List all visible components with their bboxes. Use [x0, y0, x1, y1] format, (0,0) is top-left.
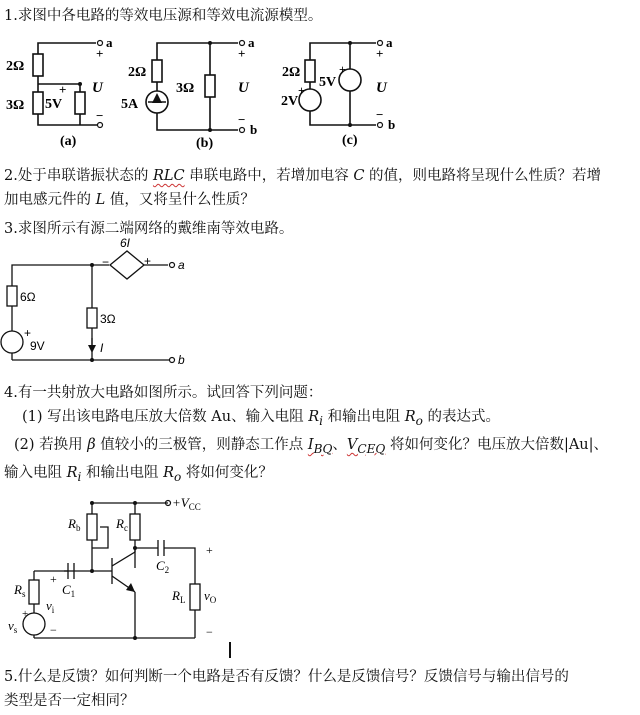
fig4-vcc-label: $+V_{CC}$: [172, 495, 201, 512]
fig1c-src1-plus: +: [298, 83, 305, 97]
fig3-terminal-a: a: [178, 258, 185, 272]
fig1a-terminal-plus: +: [96, 46, 104, 61]
fig4-vi-label: $v_i$: [46, 598, 55, 615]
question-4: 4.有一共射放大电路如图所示。试回答下列问题： (1) 写出该电路电压放大倍数 Au、输入电阻 $R_i$ 和输出电阻 $R_o$ 的表达式。 (2) 若换用 β 值较小的三极管，则静态工作点 $I_{BQ}$、$V_{CEQ}$ 将如何变化？电压放大倍数|Au|、 输入电阻 $R_i$ 和输出电阻 $R_o$ 将如何变化？: [4, 385, 609, 484]
fig4-c2-label: $C_2$: [156, 558, 170, 575]
fig1c-terminal-a: a: [386, 35, 393, 50]
fig3-current-label: I: [100, 341, 104, 355]
fig3-dep-source-label: 6I: [120, 236, 131, 250]
fig1b-caption: (b): [196, 136, 214, 151]
fig1b-r1-label: 2Ω: [128, 65, 147, 80]
fig1a-terminal-minus: −: [96, 108, 104, 123]
fig1c-terminal-plus: +: [376, 46, 384, 61]
fig4-rc-label: $R_c$: [116, 516, 128, 533]
question-5: 5.什么是反馈？如何判断一个电路是否有反馈？什么是反馈信号？反馈信号与输出信号的 类型是否一定相同？: [4, 669, 569, 709]
fig4-c1-label: $C_1$: [62, 582, 76, 599]
fig3-terminal-b: b: [178, 353, 185, 367]
question-3: 3.求图所示有源二端网络的戴维南等效电路。: [4, 221, 294, 237]
fig4-vo-plus: +: [206, 543, 213, 557]
question-2: 2.处于串联谐振状态的 RLC 串联电路中，若增加电容 C 的值，则电路将呈现什么性质？若增 加电感元件的 L 值，又将呈什么性质？: [4, 168, 602, 208]
fig1a-r2-label: 3Ω: [6, 98, 25, 113]
fig3-src-label: 9V: [30, 339, 45, 353]
fig4-rs-label: $R_s$: [14, 582, 26, 599]
fig1c-r1-label: 2Ω: [282, 65, 301, 80]
fig1b-r2-label: 3Ω: [176, 81, 195, 96]
fig4-rl-label: $R_L$: [172, 588, 186, 605]
fig3-src-plus: +: [24, 326, 32, 340]
fig4-vo-label: $v_O$: [204, 588, 217, 605]
fig1b-src-label: 5A: [121, 97, 139, 112]
fig1a-r1-label: 2Ω: [6, 59, 25, 74]
fig3-dep-plus: +: [144, 254, 152, 268]
fig1c-src2-label: 5V: [319, 75, 337, 90]
fig1c-src2-plus: +: [339, 62, 346, 76]
fig1a-u-label: U: [92, 80, 103, 96]
fig1a-terminal-a: a: [106, 35, 113, 50]
fig4-vs-label: $v_s$: [8, 618, 18, 635]
fig1a-caption: (a): [60, 134, 77, 149]
fig1c-u-label: U: [376, 80, 387, 96]
fig1c-src1-label: 2V: [281, 94, 299, 109]
fig1c-terminal-b: b: [388, 117, 396, 132]
fig3-r1-label: 6Ω: [20, 290, 36, 304]
fig1b-terminal-minus: −: [238, 112, 246, 127]
fig1c-caption: (c): [342, 133, 358, 148]
fig1c-terminal-minus: −: [376, 107, 384, 122]
fig4-vi-plus: +: [50, 572, 57, 586]
fig1a-plus: +: [59, 82, 67, 97]
fig3-r2-label: 3Ω: [100, 312, 116, 326]
fig4-vs-plus: +: [22, 608, 29, 620]
fig1b-u-label: U: [238, 80, 249, 96]
fig1b-terminal-b: b: [250, 122, 258, 137]
fig1b-terminal-a: a: [248, 35, 255, 50]
fig1b-terminal-plus: +: [238, 46, 246, 61]
fig4-vo-minus: −: [206, 625, 213, 639]
question-1: 1.求图中各电路的等效电压源和等效电流源模型。: [4, 8, 323, 24]
fig1a-src-label: 5V: [45, 97, 63, 112]
fig3-dep-minus: −: [102, 255, 110, 269]
fig4-vi-minus: −: [50, 623, 57, 637]
fig4-rb-label: $R_b$: [68, 516, 81, 533]
